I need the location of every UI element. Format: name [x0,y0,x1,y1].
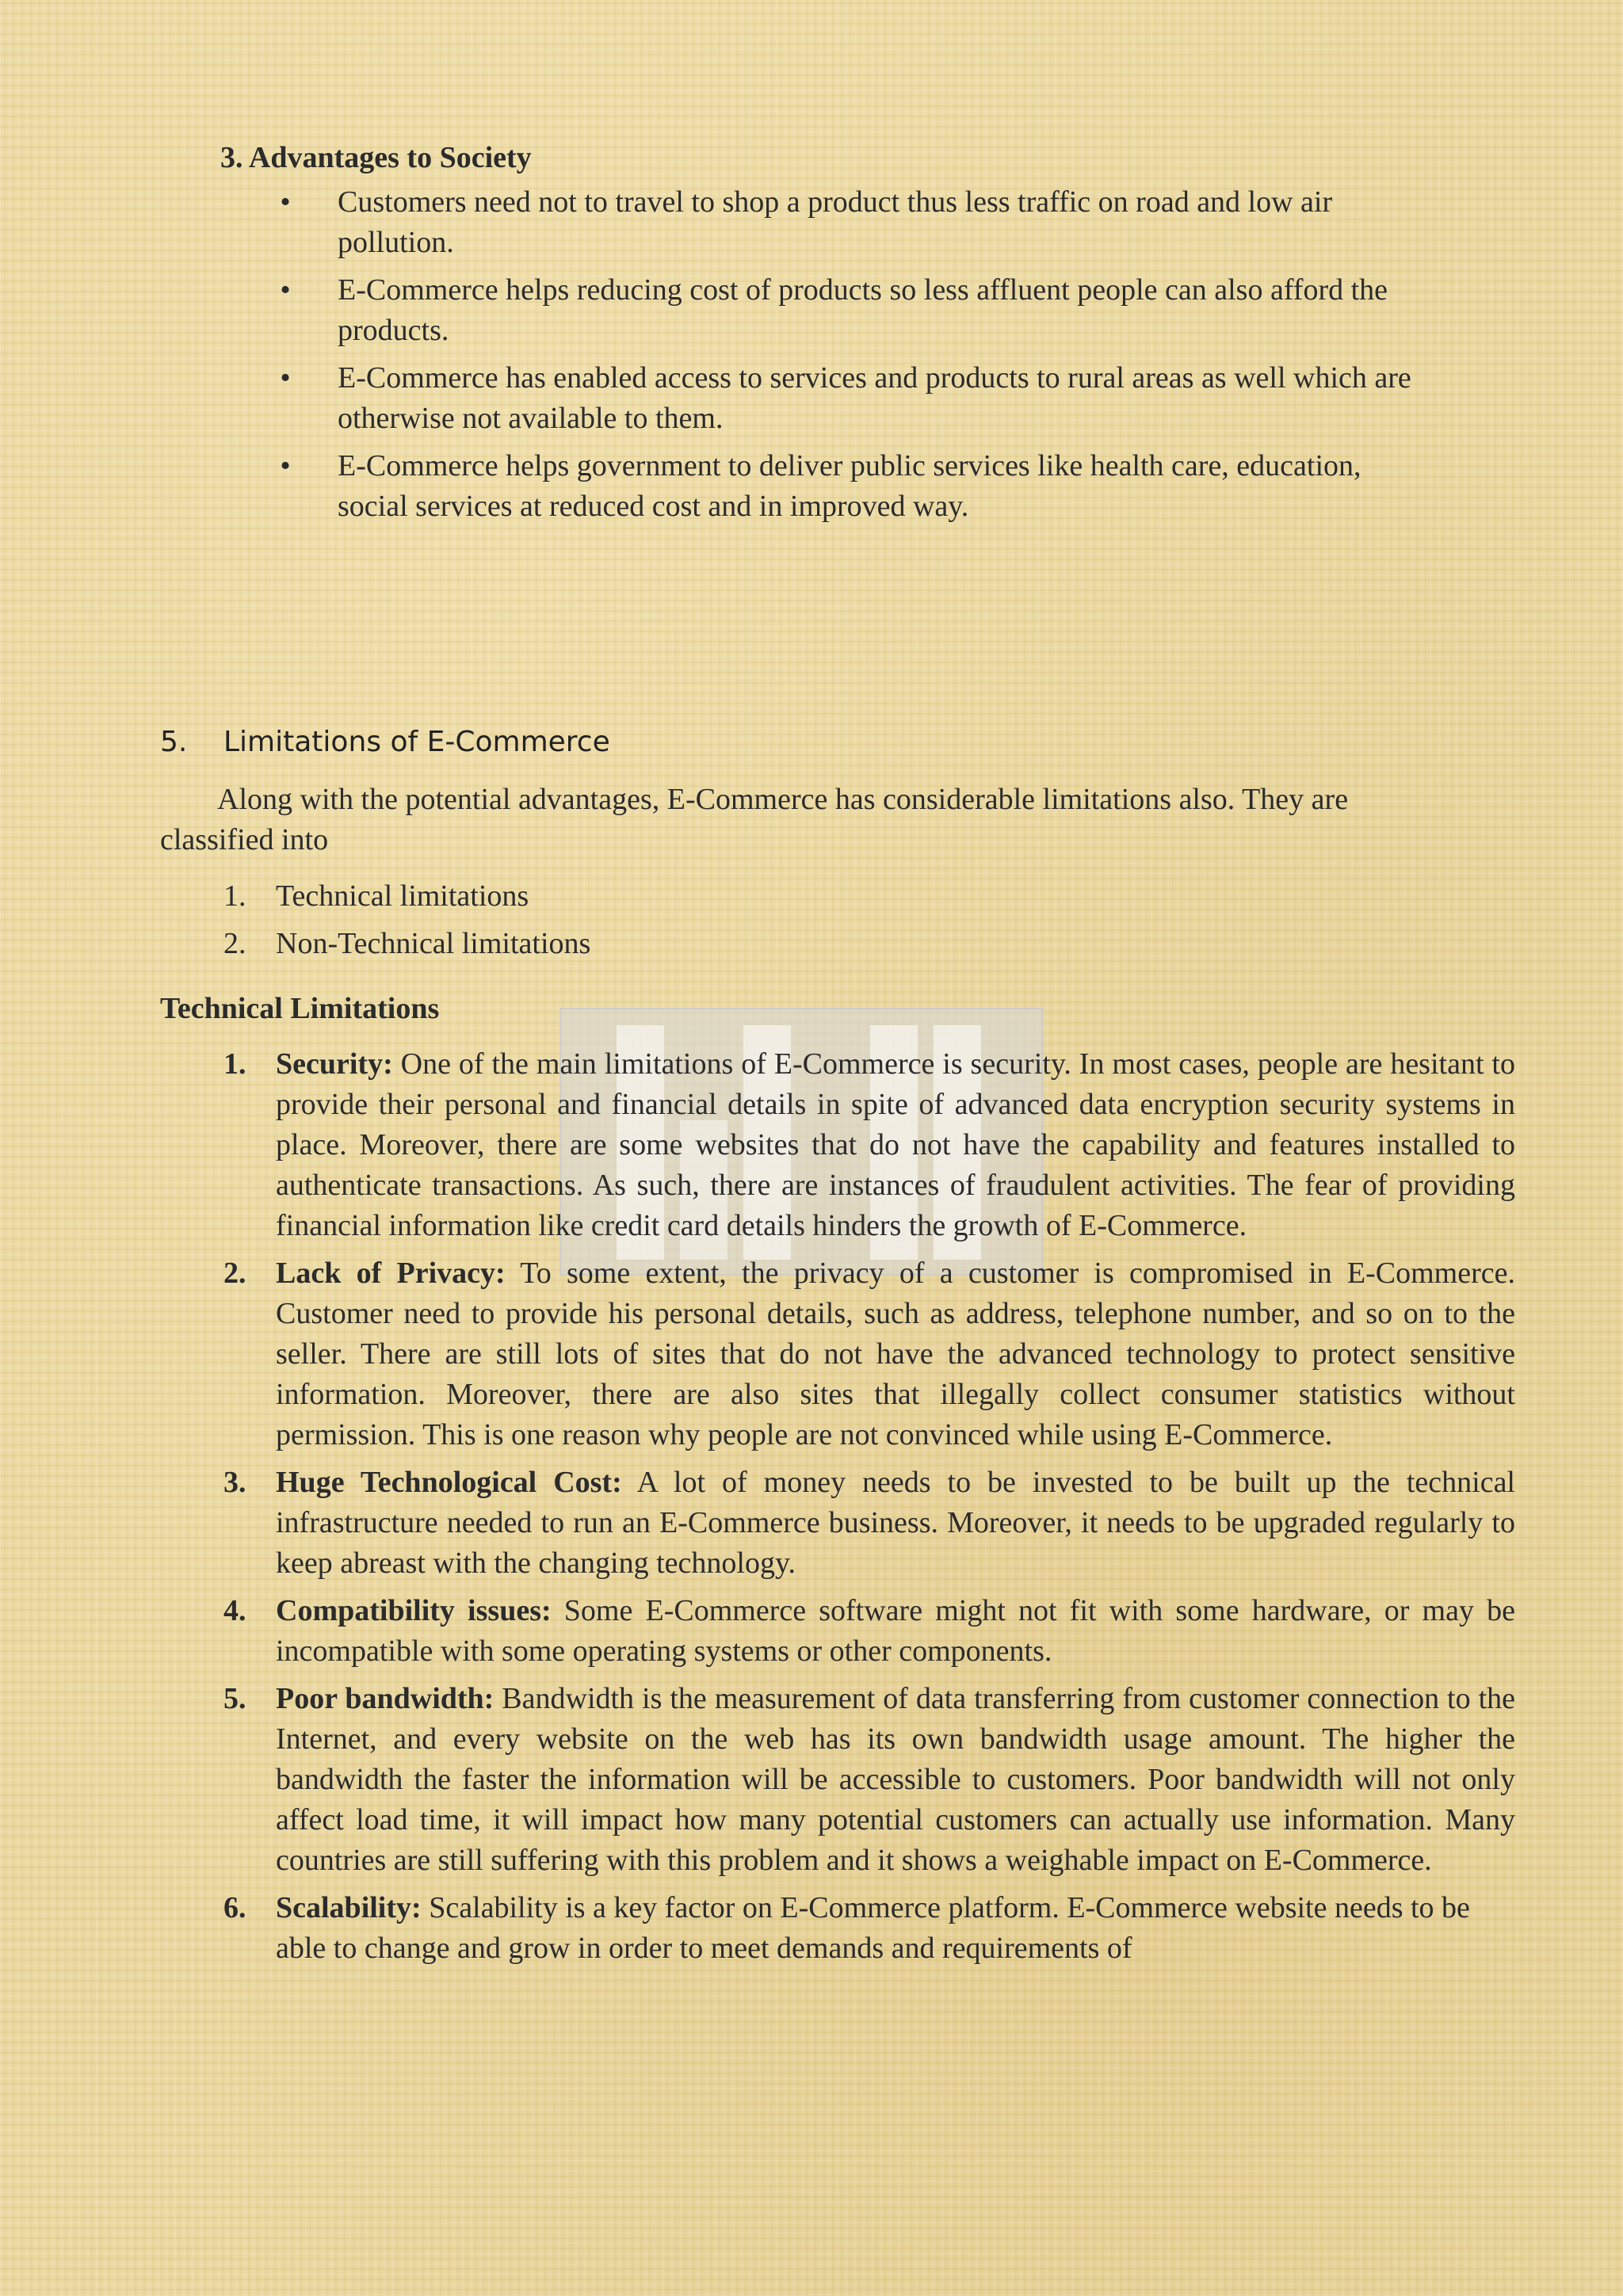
list-item: 5. Poor bandwidth: Bandwidth is the measurement of data transferring from customer connection to the Internet, and every website on the web has its own bandwidth usage amount. The higher the bandwidth the faster the information will be accessible to customers. Poor bandwidth will not only affect load time, it will impact how many potential customers can actually use information. Many countries are still suffering with this problem and it shows a weighable impact on E-Commerce. [223,1682,1515,1877]
list-item: • Customers need not to travel to shop a product thus less traffic on road and low air pollution. [269,182,1426,263]
list-item: 2. Lack of Privacy: To some extent, the privacy of a customer is compromised in E-Commerce. Customer need to provide his personal details, such as address, telephone number, and so on to the seller. There are still lots of sites that do not have the advanced technology to protect sensitive information. Moreover, there are also sites that illegally collect consumer statistics without permission. This is one reason why people are not convinced while using E-Commerce. [223,1257,1515,1451]
section-number: 5. [160,726,188,758]
list-item: • E-Commerce helps reducing cost of products so less affluent people can also afford the products. [269,270,1426,351]
bullet-icon: • [280,185,291,219]
advantages-list [269,182,1426,534]
classification-list [223,876,590,971]
list-item: 6. Scalability: Scalability is a key factor on E-Commerce platform. E-Commerce website needs to be able to change and grow in order to meet demands and requirements of [223,1891,1470,1965]
technical-limitations-list [223,1044,1515,1976]
list-item: 2. Non-Technical limitations [223,927,591,960]
subheading-technical-limitations: Technical Limitations [160,992,440,1025]
bullet-icon: • [280,449,291,482]
bullet-icon: • [280,273,291,307]
section-heading-limitations [160,723,610,762]
list-item: 1. Security: One of the main limitations of E-Commerce is security. In most cases, people are hesitant to provide their personal and financial details in spite of advanced data encryption security systems in place. Moreover, there are some websites that do not have the capability and features installed to authenticate transactions. As such, there are instances of fraudulent activities. The fear of providing financial information like credit card details hinders the growth of E-Commerce. [223,1047,1515,1242]
section-heading-advantages-to-society: 3. Advantages to Society [220,141,532,174]
list-item: 1. Technical limitations [223,879,529,913]
bullet-icon: • [280,361,291,395]
list-item: • E-Commerce has enabled access to services and products to rural areas as well which are otherwise not available to them. [269,358,1426,439]
list-item: 3. Huge Technological Cost: A lot of money needs to be invested to be built up the technical infrastructure needed to run an E-Commerce business. Moreover, it needs to be upgraded regularly to keep abreast with the changing technology. [223,1466,1515,1580]
section-title: Limitations of E-Commerce [223,726,610,758]
list-item: • E-Commerce helps government to deliver public services like health care, education, social services at reduced cost and in improved way. [269,446,1426,527]
intro-paragraph: Along with the potential advantages, E-Commerce has considerable limitations also. They are classified into [160,783,1349,856]
list-item: 4. Compatibility issues: Some E-Commerce software might not fit with some hardware, or may be incompatible with some operating systems or other components. [223,1594,1516,1668]
